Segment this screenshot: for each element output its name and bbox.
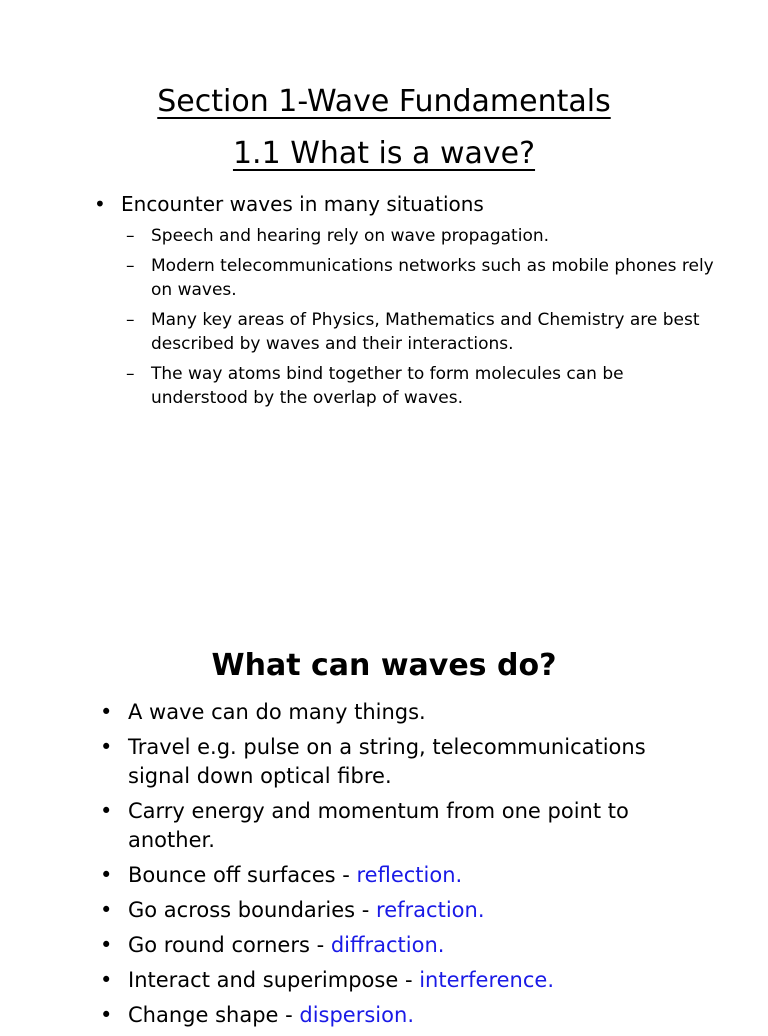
- dash-icon: –: [126, 310, 135, 330]
- capability-text: Go across boundaries -: [128, 898, 377, 922]
- intro-sub-text: Many key areas of Physics, Mathematics and Chemistry are best described by waves and their interactions.: [151, 310, 700, 354]
- bullet-icon: •: [100, 968, 113, 992]
- capability-text: Go round corners -: [128, 933, 331, 957]
- capability-text: Travel e.g. pulse on a string, telecommunications signal down optical fibre.: [128, 735, 646, 788]
- intro-sub-text: The way atoms bind together to form molecules can be understood by the overlap of waves.: [151, 364, 624, 408]
- bullet-icon: •: [100, 898, 113, 922]
- bullet-icon: •: [100, 735, 113, 759]
- bullet-icon: •: [94, 192, 106, 216]
- capability-item: [100, 733, 700, 791]
- intro-sub-item: [126, 308, 714, 356]
- bullet-icon: •: [100, 799, 113, 823]
- term-refraction: refraction: [376, 898, 478, 922]
- bullet-icon: •: [100, 1003, 113, 1027]
- intro-sub-text: Speech and hearing rely on wave propagation.: [151, 226, 550, 246]
- capabilities-list: [100, 698, 700, 1036]
- term-period: .: [437, 933, 445, 957]
- term-period: .: [455, 863, 463, 887]
- capability-text: Change shape -: [128, 1003, 300, 1027]
- intro-bullet-text: Encounter waves in many situations: [121, 192, 484, 216]
- capability-text: Carry energy and momentum from one point to another.: [128, 799, 629, 852]
- term-period: .: [477, 898, 485, 922]
- intro-list: [94, 190, 714, 416]
- dash-icon: –: [126, 226, 135, 246]
- dash-icon: –: [126, 364, 135, 384]
- intro-sub-item: [126, 224, 714, 248]
- capability-item: [100, 861, 700, 890]
- dash-icon: –: [126, 256, 135, 276]
- intro-bullet: [94, 190, 714, 218]
- capability-text: Interact and superimpose -: [128, 968, 420, 992]
- capability-item: [100, 896, 700, 925]
- subsection-title: [0, 136, 768, 172]
- capability-text: A wave can do many things.: [128, 700, 426, 724]
- section-title: [0, 84, 768, 120]
- section-title-text: Section 1-Wave Fundamentals: [157, 84, 611, 119]
- term-period: .: [407, 1003, 414, 1027]
- term-diffraction: diffraction: [330, 933, 438, 957]
- intro-sub-item: [126, 254, 714, 302]
- term-period: .: [547, 968, 555, 992]
- intro-sub-item: [126, 362, 714, 410]
- intro-sub-list: [94, 224, 714, 410]
- section-heading: What can waves do?: [211, 648, 557, 683]
- capability-item: [100, 698, 700, 727]
- term-reflection: reflection: [356, 863, 456, 887]
- capability-item: [100, 797, 700, 855]
- capability-item: [100, 966, 700, 995]
- capability-item: [100, 931, 700, 960]
- intro-sub-text: Modern telecommunications networks such as mobile phones rely on waves.: [151, 256, 714, 300]
- term-dispersion: dispersion: [299, 1003, 408, 1027]
- capability-item: [100, 1001, 700, 1030]
- bullet-icon: •: [100, 700, 113, 724]
- bullet-icon: •: [100, 863, 113, 887]
- capability-text: Bounce off surfaces -: [128, 863, 357, 887]
- bullet-icon: •: [100, 933, 113, 957]
- term-interference: interference: [419, 968, 548, 992]
- subsection-title-text: 1.1 What is a wave?: [232, 136, 536, 171]
